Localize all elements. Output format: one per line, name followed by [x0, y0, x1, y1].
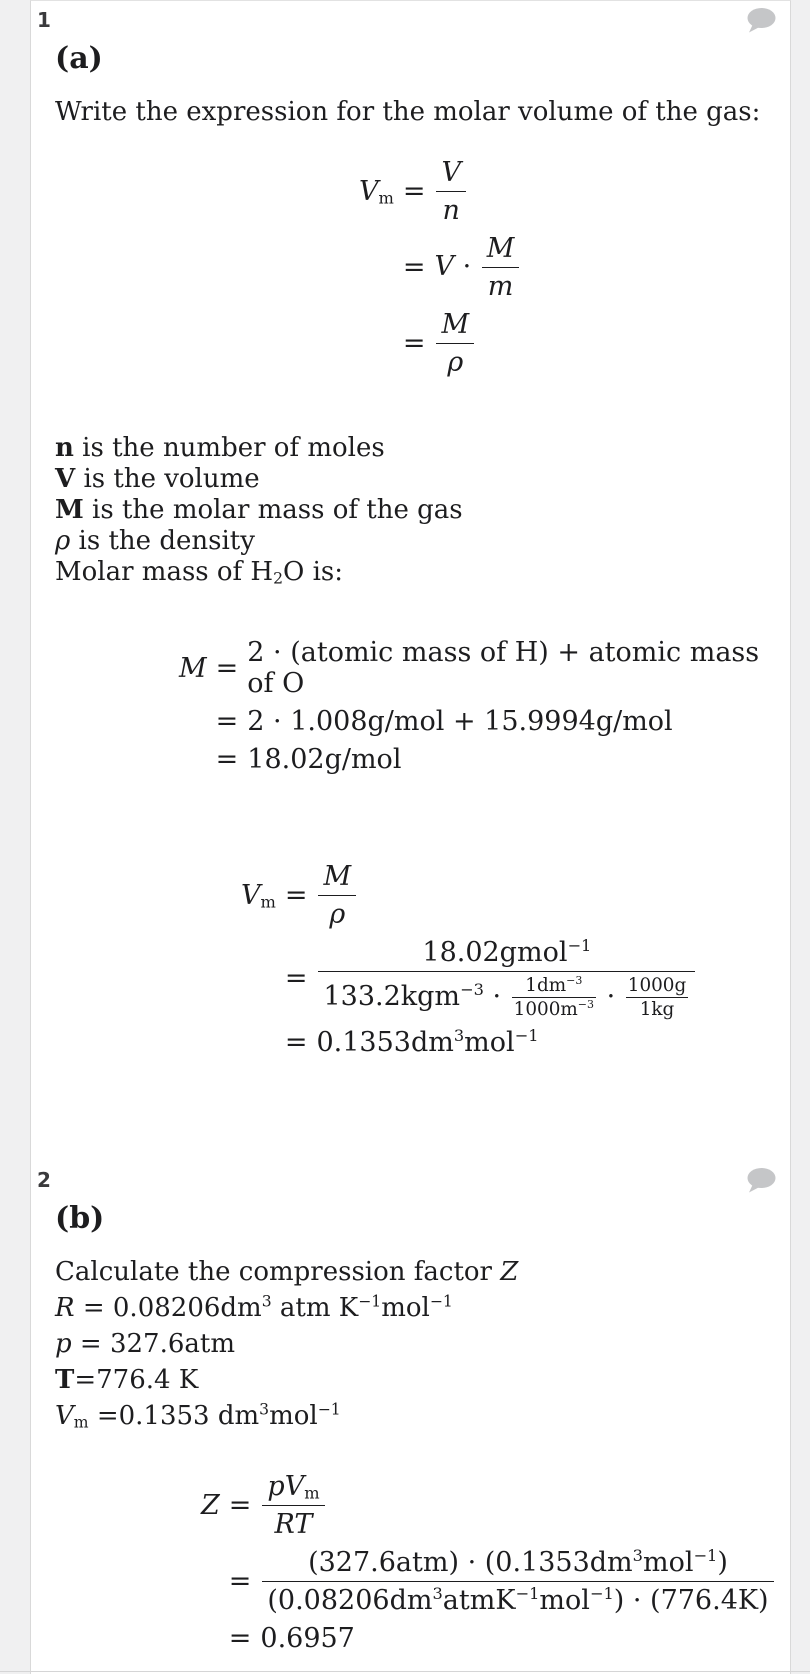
- equation-row: Z = $\frac{pV_m}{RT}$: [201, 1471, 776, 1540]
- definition-m: M is the molar mass of the gas: [55, 495, 463, 525]
- definition-rho: ρ is the density: [55, 526, 255, 556]
- step-2-number: 2: [37, 1168, 51, 1192]
- equation-row: M = 2 · (atomic mass of H) + atomic mass of O: [179, 637, 760, 699]
- molar-mass-intro: Molar mass of $H_2O$ is:: [55, 557, 344, 588]
- equation-row: $V_m$ = $\frac{V}{n}$: [359, 157, 521, 226]
- equation-row: = $0.1353dm^3mol^{-1}$: [284, 1025, 539, 1058]
- intro-text: Write the expression for the molar volume of the gas:: [55, 97, 761, 127]
- equation-row: = 2 · 1.008g/mol + 15.9994g/mol: [215, 706, 673, 737]
- speech-bubble-glyph: [745, 1167, 776, 1194]
- equation-row: = $\frac{M}{\rho}$: [359, 309, 521, 378]
- part-a-label: (a): [55, 41, 103, 76]
- equation-compression-factor: [201, 1464, 776, 1661]
- symbol-definitions: [31, 433, 790, 588]
- step-2-header: [31, 1161, 790, 1194]
- equation-row: = 0.6957: [228, 1623, 355, 1654]
- definition-n: n is the number of moles: [55, 433, 385, 463]
- equation-molar-mass: [179, 630, 790, 782]
- definition-v: V is the volume: [55, 464, 260, 494]
- given-values: [31, 1254, 790, 1434]
- comment-bubble-icon[interactable]: [745, 1167, 776, 1194]
- equation-molar-volume-value: [241, 854, 697, 1065]
- task-text: Calculate the compression factor Z: [55, 1257, 519, 1287]
- step-1-header: [31, 1, 790, 34]
- temperature-value: T=776.4 K: [55, 1365, 199, 1395]
- gas-constant-value: $R = 0.08206dm^3$ atm $K^{-1}mol^{-1}$: [55, 1292, 453, 1323]
- solution-step-1: [30, 0, 791, 1161]
- step-1-number: 1: [37, 8, 51, 32]
- equation-row: = V · $\frac{M}{m}$: [359, 233, 521, 302]
- speech-bubble-glyph: [745, 7, 776, 34]
- equation-molar-volume-definition: [359, 150, 521, 385]
- part-b-label: (b): [55, 1201, 105, 1236]
- page-bottom-divider: [0, 1671, 810, 1672]
- molar-volume-value: $V_m =0.1353$ $dm^3mol^{-1}$: [55, 1400, 341, 1432]
- equation-row: $V_m$ = $\frac{M}{\rho}$: [241, 861, 697, 930]
- solution-step-2: [30, 1161, 791, 1674]
- equation-row: = 18.02g/mol: [215, 744, 402, 775]
- pressure-value: p = 327.6atm: [55, 1329, 236, 1359]
- equation-row: = 18.02gmol$^{-1}$ 133.2kgm$^{-3}$ · $\frac{1dm^{-3}}{1000m^{-3}}$ · $\frac{1000g}{1kg}$: [241, 937, 697, 1020]
- comment-bubble-icon[interactable]: [745, 7, 776, 34]
- equation-row: = $\frac{(327.6atm) \cdot (0.1353dm^3mol^{-1})}{(0.08206dm^3atmK^{-1}mol^{-1}) \cdot (776.4K)}$: [201, 1547, 776, 1616]
